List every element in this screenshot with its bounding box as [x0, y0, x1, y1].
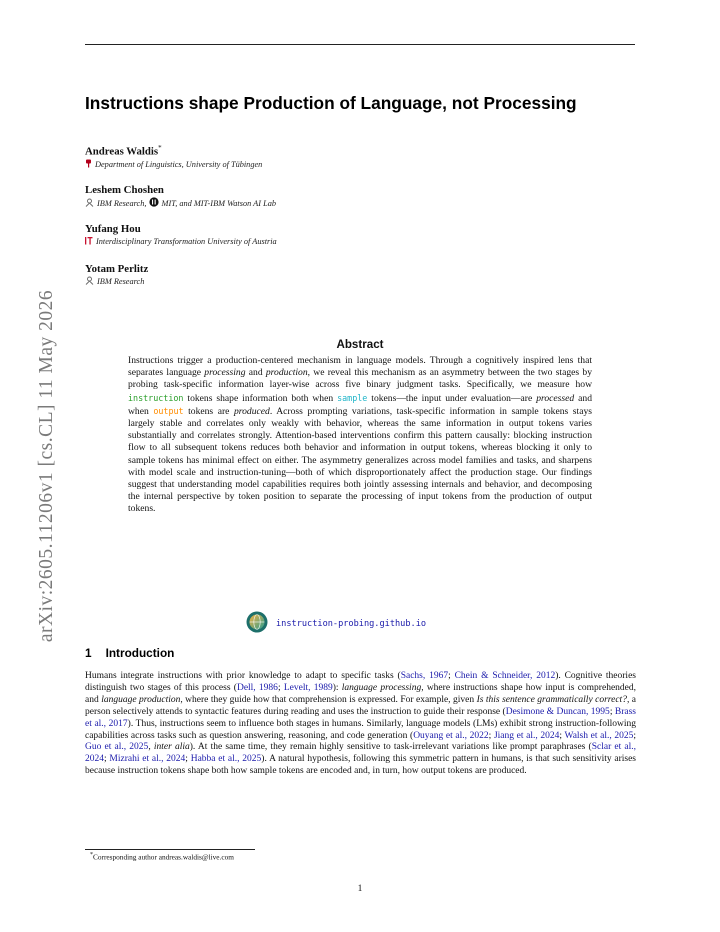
- footnote: [90, 852, 234, 861]
- citation-link[interactable]: Chein & Schneider, 2012: [454, 671, 556, 681]
- tuebingen-logo-icon: [85, 159, 92, 170]
- citation-link[interactable]: Sachs, 1967: [400, 671, 449, 681]
- section-title: Introduction: [105, 646, 175, 660]
- author-affiliation: IBM Research,: [97, 199, 147, 208]
- citation-link[interactable]: Walsh et al., 2025: [564, 730, 634, 741]
- globe-logo-icon: [246, 611, 268, 637]
- mit-logo-icon: [149, 197, 159, 209]
- footnote-mark: *: [90, 852, 94, 858]
- abstract-text: Instructions trigger a production-centered mechanism in language models. Through a cognitively inspired lens that separates language processing and production, we reveal this mechanism as an asymmetry between the two stages by probing task-specific information layer-wise across five binary judgment tasks. Specifically, we measure how instruction tokens shape information both when sample tokens—the input under evaluation—are processed and when output tokens are produced. Across prompting variations, task-specific information in sample tokens stays largely stable and correlates only weakly with behavior, whereas the same information in output tokens varies substantially and correlates strongly. Attention-based interventions confirm this pattern causally: blocking instruction flow to all subsequent tokens reduces both behavior and information in output tokens, whereas blocking it only to sample tokens has minimal effect on either. The asymmetry generalizes across model families and tasks, and sharpens with model scale and instruction-tuning—both of which disproportionately affect the production stage. Our findings suggest that understanding model capabilities requires both jointly assessing internals and behavior, and decomposing the internal perspective by token position to separate the processing of input tokens from the production of output tokens.: [128, 355, 592, 515]
- citation-link[interactable]: Dell, 1986: [236, 682, 278, 693]
- instruction-token-label: instruction: [128, 392, 184, 403]
- project-link[interactable]: [246, 612, 426, 636]
- citation-link[interactable]: Jiang et al., 2024: [493, 730, 560, 741]
- author-block: [85, 184, 605, 209]
- arxiv-identifier: arXiv:2605.11206v1 [cs.CL] 11 May 2026: [36, 289, 57, 643]
- author-name: Andreas Waldis: [85, 145, 159, 158]
- author-affiliation: MIT, and MIT-IBM Watson AI Lab: [161, 199, 276, 208]
- footnote-text: Corresponding author andreas.waldis@live.com: [93, 852, 234, 862]
- page-number: 1: [357, 884, 363, 894]
- citation-link[interactable]: Ouyang et al., 2022: [413, 730, 489, 741]
- citation-link[interactable]: Levelt, 1989: [283, 682, 333, 693]
- author-affiliation: Department of Linguistics, University of Tübingen: [95, 159, 263, 169]
- paper-title: Instructions shape Production of Language, not Processing: [85, 93, 577, 113]
- ibm-logo-icon: [85, 276, 94, 287]
- output-token-label: output: [153, 405, 184, 416]
- author-name: Leshem Choshen: [85, 184, 164, 196]
- author-name: Yotam Perlitz: [85, 263, 149, 275]
- section-number: 1: [85, 646, 92, 660]
- author-block: [85, 144, 605, 170]
- citation-link[interactable]: Mizrahi et al., 2024: [109, 754, 186, 765]
- author-block: [85, 263, 605, 287]
- author-block: [85, 223, 605, 247]
- author-mark: *: [158, 144, 162, 152]
- author-affiliation: Interdisciplinary Transformation University of Austria: [96, 237, 277, 246]
- author-affiliation: IBM Research: [97, 277, 145, 286]
- sample-token-label: sample: [337, 392, 368, 403]
- it-u-logo-icon: [85, 236, 93, 247]
- citation-link[interactable]: Guo et al., 2025: [85, 742, 149, 753]
- introduction-paragraph: Humans integrate instructions with prior knowledge to adapt to specific tasks (Sachs, 1967; Chein & Schneider, 2012). Cognitive theories distinguish two stages of this process (Dell, 1986; Levelt, 1989): language processing, where instructions shape how input is comprehended, and language production, where they guide how that comprehension is expressed. For example, given Is this sentence grammatically correct?, a person selectively attends to syntactic features during reading and uses the instruction to guide their response (Desimone & Duncan, 1995; Brass et al., 2017). Thus, instructions seem to influence both stages in humans. Similarly, language models (LMs) exhibit strong instruction-following capabilities across tasks such as question answering, reasoning, and code generation (Ouyang et al., 2022; Jiang et al., 2024; Walsh et al., 2025; Guo et al., 2025, inter alia). At the same time, they remain highly sensitive to task-irrelevant variations like prompt paraphrases (Sclar et al., 2024; Mizrahi et al., 2024; Habba et al., 2025). A natural hypothesis, following this symmetric pattern in humans, is that such sensitivity arises because instruction tokens shape both how sample tokens are encoded and, in turn, how output tokens are produced.: [85, 671, 637, 777]
- citation-link[interactable]: Sclar et al., 2024: [85, 742, 637, 765]
- header-rule: [85, 44, 635, 45]
- footnote-rule: [85, 849, 255, 850]
- abstract-heading: Abstract: [336, 338, 384, 351]
- citation-link[interactable]: Brass et al., 2017: [85, 706, 636, 729]
- ibm-logo-icon: [85, 198, 94, 209]
- section-heading: [85, 646, 174, 660]
- author-name: Yufang Hou: [85, 223, 141, 235]
- citation-link[interactable]: Desimone & Duncan, 1995: [505, 706, 610, 717]
- project-url-link[interactable]: instruction-probing.github.io: [276, 619, 427, 629]
- citation-link[interactable]: Habba et al., 2025: [190, 754, 262, 765]
